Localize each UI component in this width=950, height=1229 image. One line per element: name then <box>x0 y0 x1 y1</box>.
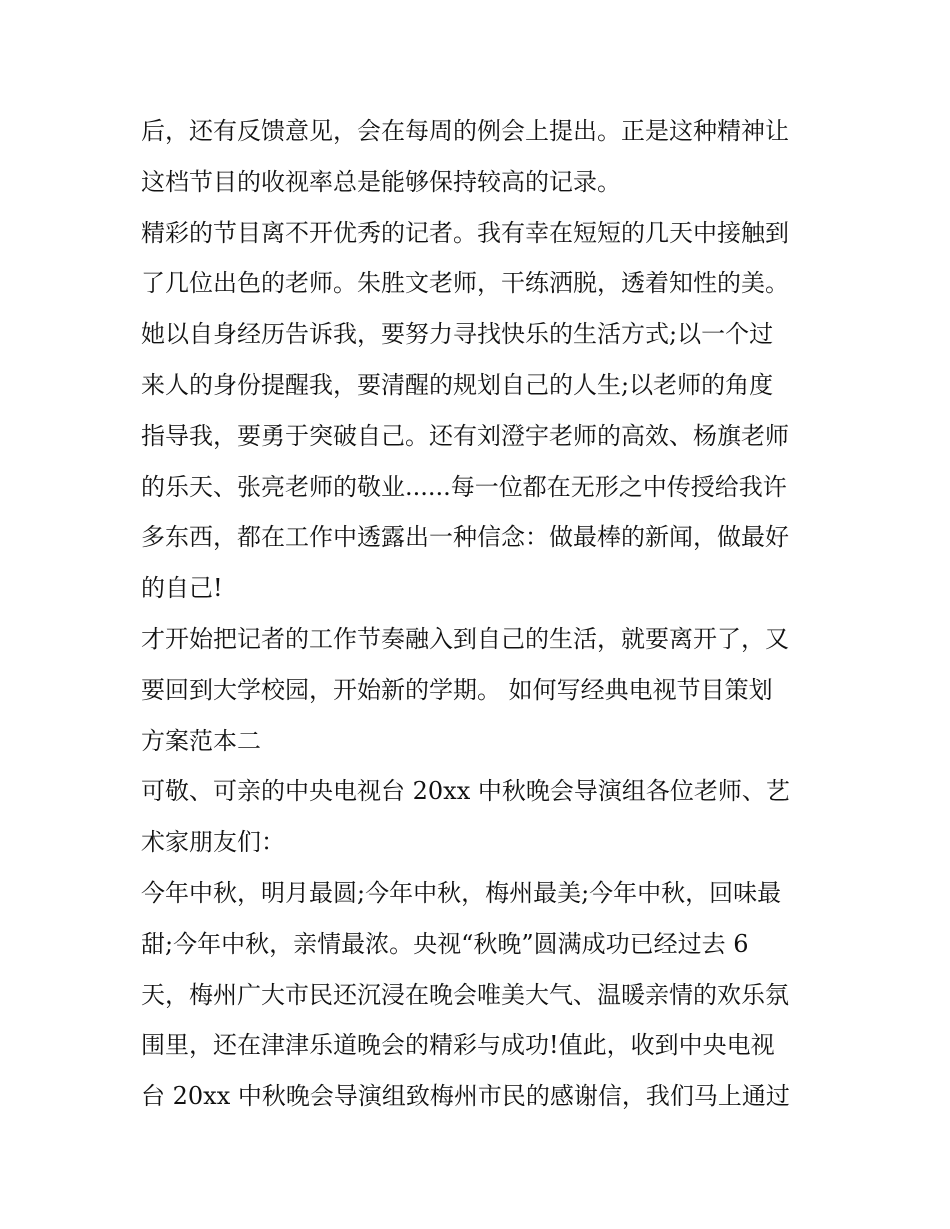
text-line: 可敬、可亲的中央电视台 20xx 中秋晚会导演组各位老师、艺 <box>141 777 790 806</box>
text-line: 这档节目的收视率总是能够保持较高的记录。 <box>141 167 621 196</box>
text-line: 今年中秋，明月最圆;今年中秋，梅州最美;今年中秋，回味最 <box>141 878 782 907</box>
text-line: 甜;今年中秋，亲情最浓。央视“秋晚”圆满成功已经过去 6 <box>141 929 749 958</box>
text-line: 围里，还在津津乐道晚会的精彩与成功!值此，收到中央电视 <box>141 1031 775 1060</box>
text-line: 的自己! <box>141 574 223 603</box>
text-line: 术家朋友们： <box>141 828 285 857</box>
text-line: 方案范本二 <box>141 726 261 755</box>
text-line: 来人的身份提醒我，要清醒的规划自己的人生;以老师的角度 <box>141 370 774 399</box>
text-line: 精彩的节目离不开优秀的记者。我有幸在短短的几天中接触到 <box>141 218 789 247</box>
text-line: 了几位出色的老师。朱胜文老师，干练洒脱，透着知性的美。 <box>141 269 789 298</box>
text-line: 后，还有反馈意见，会在每周的例会上提出。正是这种精神让 <box>141 117 789 145</box>
text-line: 她以自身经历告诉我，要努力寻找快乐的生活方式;以一个过 <box>141 320 774 349</box>
text-line: 才开始把记者的工作节奏融入到自己的生活，就要离开了，又 <box>141 624 789 653</box>
text-line: 的乐天、张亮老师的敬业......每一位都在无形之中传授给我许 <box>141 472 787 501</box>
text-line: 要回到大学校园，开始新的学期。 如何写经典电视节目策划 <box>141 675 773 704</box>
text-line: 指导我，要勇于突破自己。还有刘澄宇老师的高效、杨旗老师 <box>141 421 789 450</box>
text-line: 台 20xx 中秋晚会导演组致梅州市民的感谢信，我们马上通过 <box>141 1082 790 1111</box>
body-text <box>141 106 821 1122</box>
text-line: 天，梅州广大市民还沉浸在晚会唯美大气、温暖亲情的欢乐氛 <box>141 980 789 1009</box>
text-line: 多东西，都在工作中透露出一种信念：做最棒的新闻，做最好 <box>141 523 789 552</box>
